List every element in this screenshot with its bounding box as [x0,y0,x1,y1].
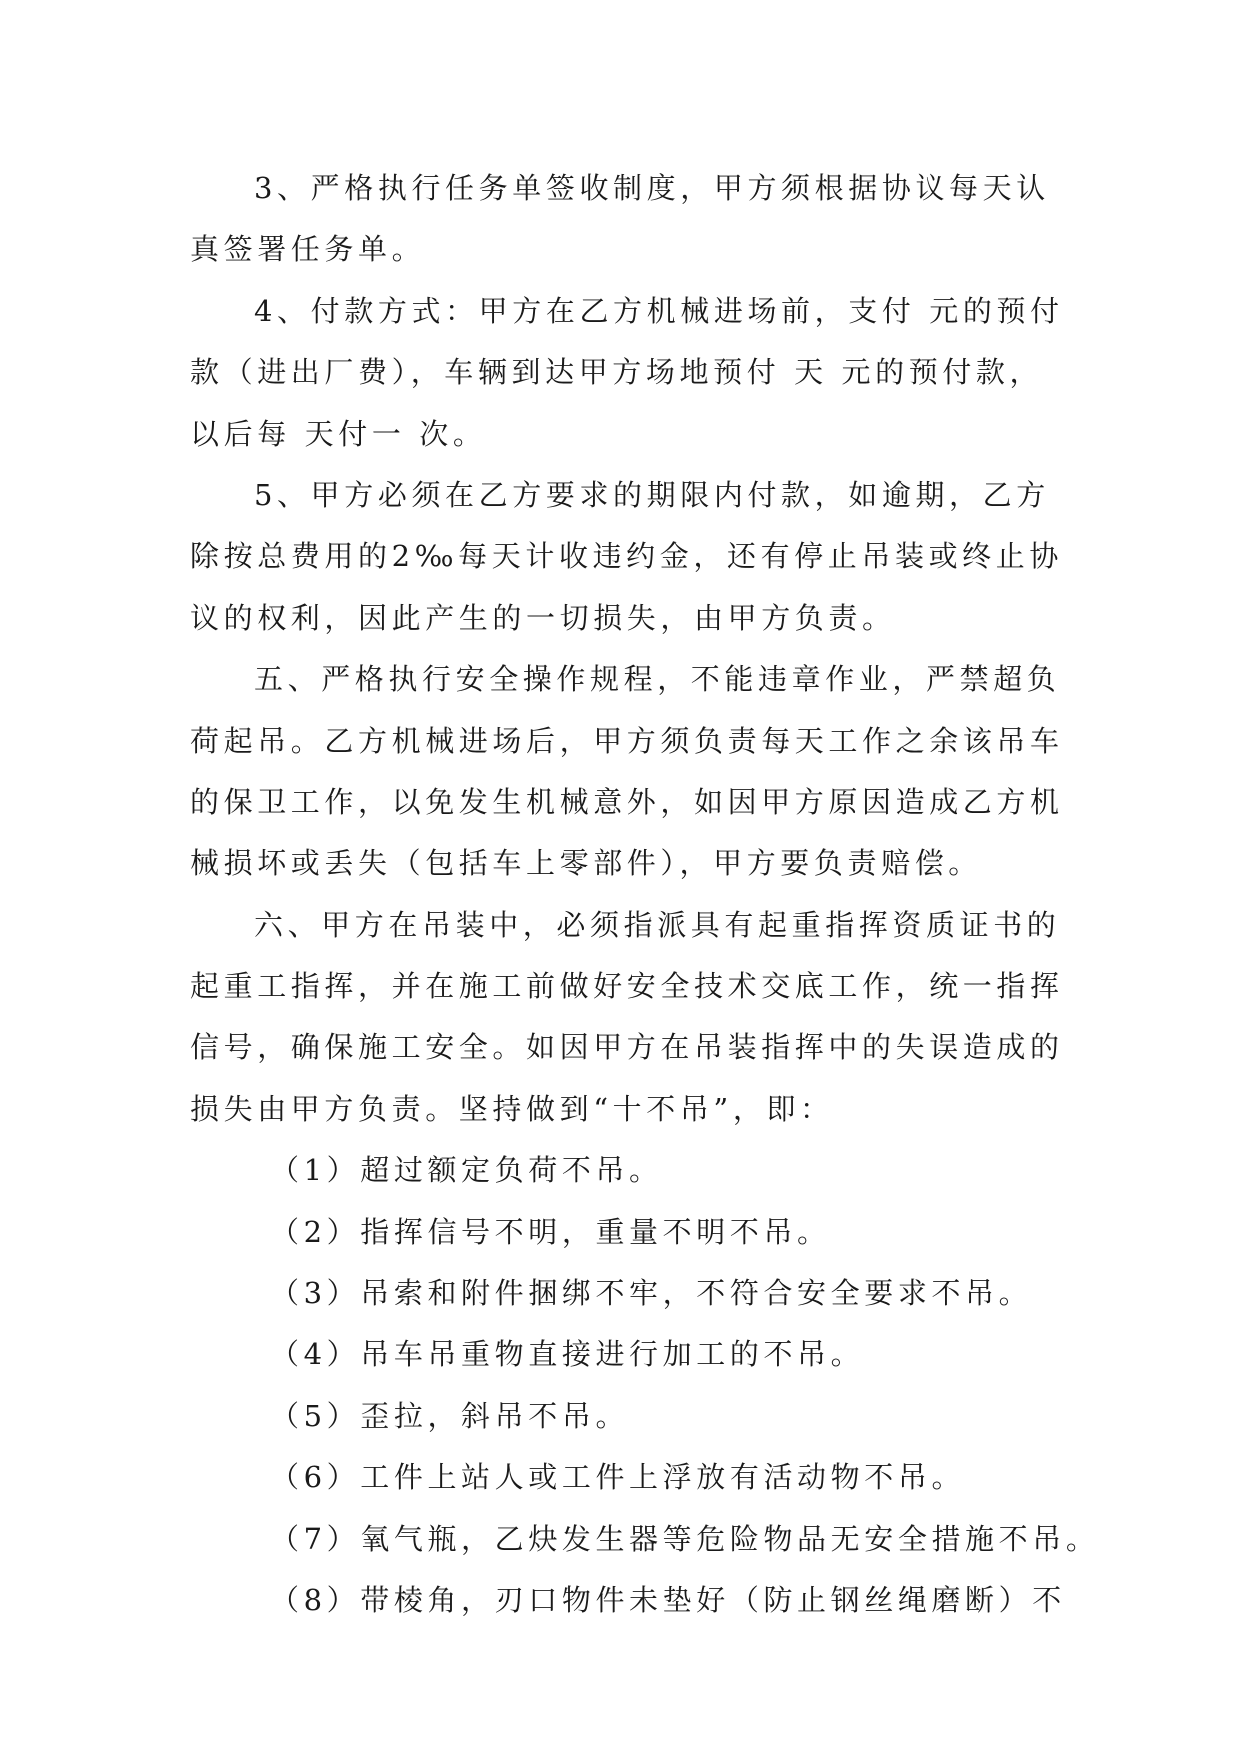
paragraph-4-line-3: 以后每 天付一 次。 [190,416,487,451]
rule-item-2: （2）指挥信号不明，重量不明不吊。 [270,1214,831,1249]
paragraph-5-line-1: 5、甲方必须在乙方要求的期限内付款，如逾期，乙方 [254,477,1050,512]
section-5-line-4: 械损坏或丢失（包括车上零部件），甲方要负责赔偿。 [190,846,982,881]
section-5-line-3: 的保卫工作，以免发生机械意外，如因甲方原因造成乙方机 [190,784,1064,819]
paragraph-4-line-2: 款（进出厂费），车辆到达甲方场地预付 天 元的预付款， [190,355,1044,390]
rule-item-4: （4）吊车吊重物直接进行加工的不吊。 [270,1337,865,1372]
section-5-line-1: 五、严格执行安全操作规程，不能违章作业，严禁超负 [254,662,1061,697]
rule-item-1: （1）超过额定负荷不吊。 [270,1153,663,1188]
section-6-line-3: 信号，确保施工安全。如因甲方在吊装指挥中的失误造成的 [190,1030,1064,1065]
section-6-line-1: 六、甲方在吊装中，必须指派具有起重指挥资质证书的 [254,907,1061,942]
rule-item-5: （5）歪拉，斜吊不吊。 [270,1398,630,1433]
rule-item-6: （6）工件上站人或工件上浮放有活动物不吊。 [270,1460,966,1495]
paragraph-3-line-1: 3、严格执行任务单签收制度，甲方须根据协议每天认 [254,171,1050,205]
section-5-line-2: 荷起吊。乙方机械进场后，甲方须负责每天工作之余该吊车 [190,723,1064,758]
rule-item-8: （8）带棱角，刃口物件未垫好（防止钢丝绳磨断）不 [270,1582,1066,1617]
paragraph-3-line-2: 真签署任务单。 [190,232,426,267]
section-6-line-2: 起重工指挥，并在施工前做好安全技术交底工作，统一指挥 [190,969,1064,1004]
paragraph-5-line-3: 议的权利，因此产生的一切损失，由甲方负责。 [190,600,896,635]
paragraph-4-line-1: 4、付款方式：甲方在乙方机械进场前，支付 元的预付 [254,293,1064,328]
section-6-line-4: 损失由甲方负责。坚持做到“十不吊”，即： [190,1091,834,1126]
rule-item-3: （3）吊索和附件捆绑不牢，不符合安全要求不吊。 [270,1276,1033,1311]
document-body [190,158,1100,1631]
paragraph-5-line-2: 除按总费用的2‰每天计收违约金，还有停止吊装或终止协 [190,539,1063,574]
rule-item-7: （7）氧气瓶，乙炔发生器等危险物品无安全措施不吊。 [270,1521,1100,1556]
